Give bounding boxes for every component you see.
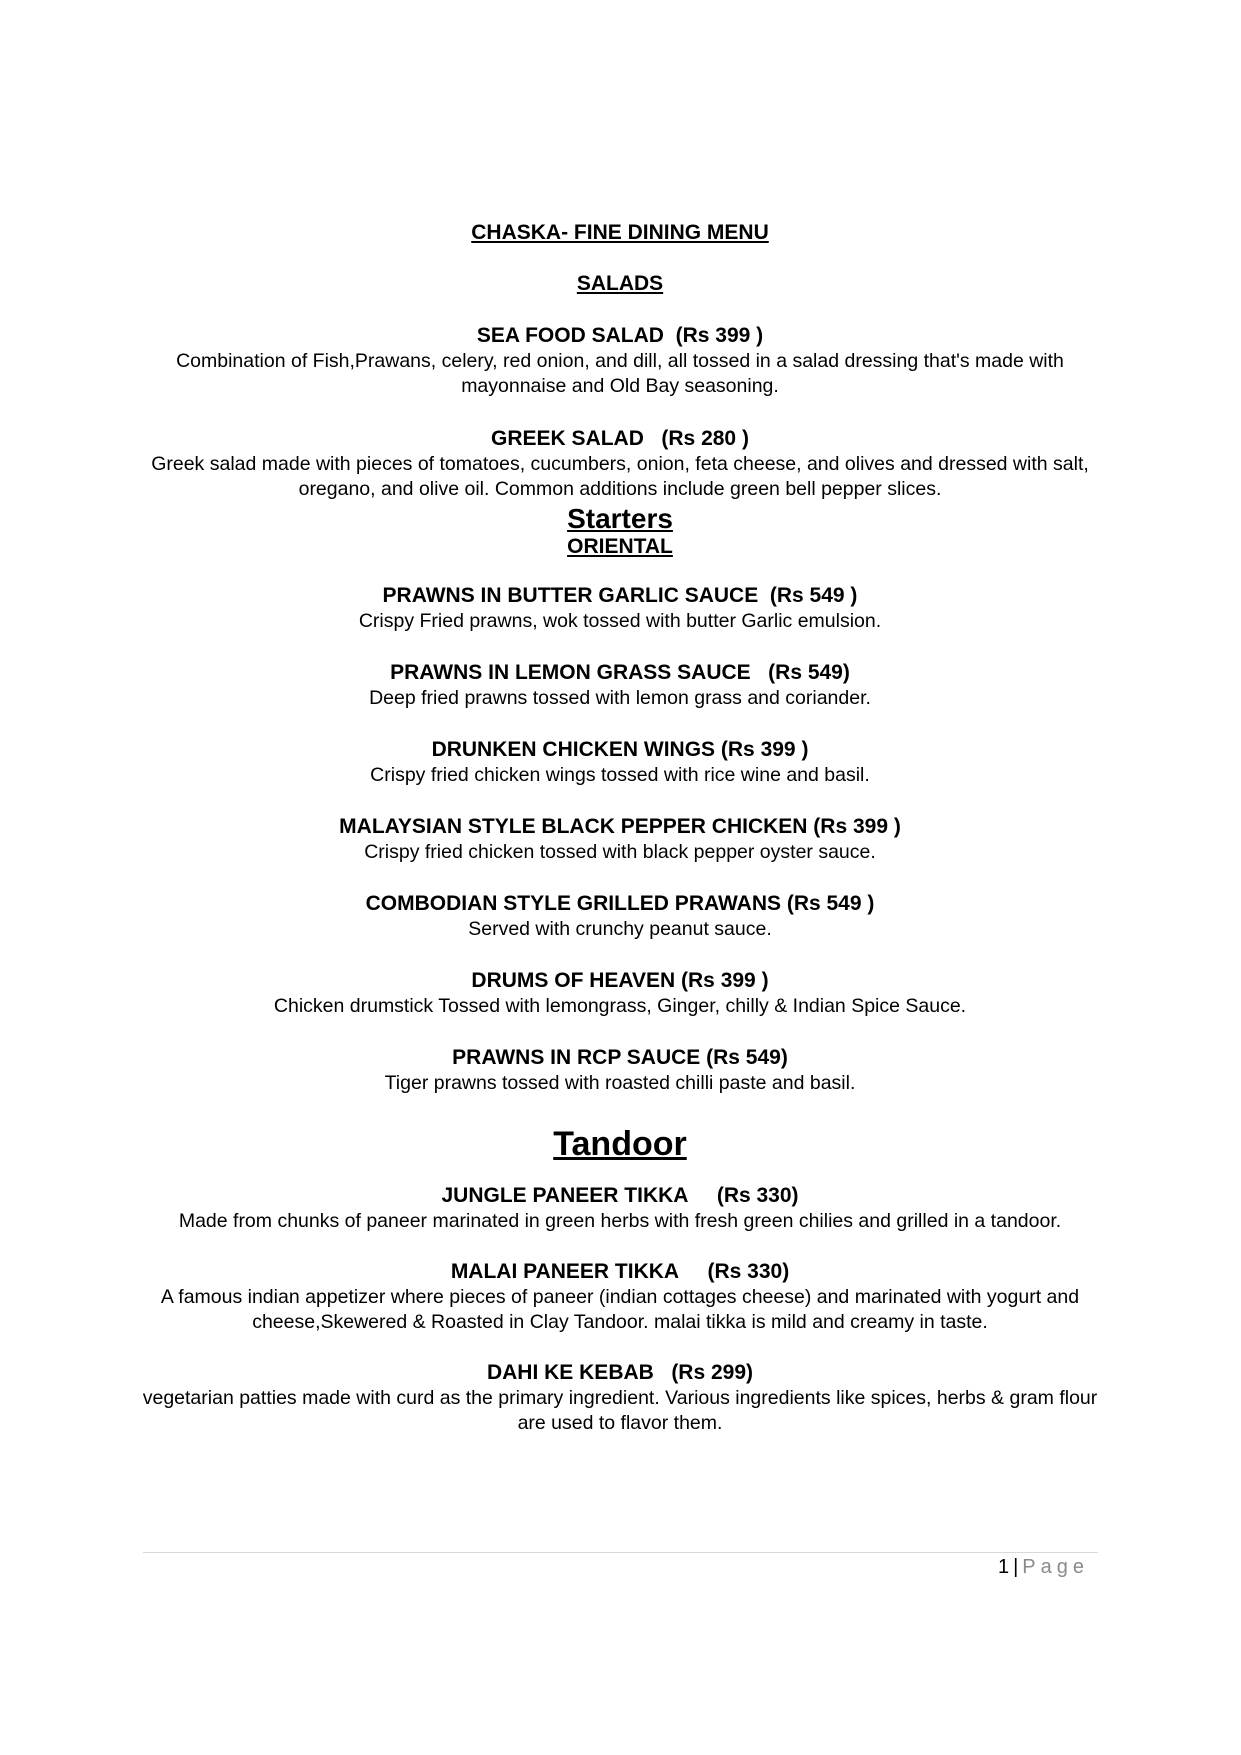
item-description: vegetarian patties made with curd as the primary ingredient. Various ingredients like spices, herbs & gram flour are used to flavor them. bbox=[142, 1387, 1098, 1434]
section-heading-salads: SALADS bbox=[576, 272, 664, 295]
menu-item bbox=[140, 426, 1100, 502]
item-description: Served with crunchy peanut sauce. bbox=[468, 918, 772, 940]
page-number: 1 bbox=[997, 1556, 1010, 1578]
menu-item bbox=[140, 583, 1100, 634]
item-description: Made from chunks of paneer marinated in green herbs with fresh green chilies and grilled in a tandoor. bbox=[178, 1210, 1062, 1232]
item-description: Combination of Fish,Prawans, celery, red onion, and dill, all tossed in a salad dressing that's made with mayonnaise and Old Bay seasoning. bbox=[176, 350, 1064, 397]
item-name: SEA FOOD SALAD (Rs 399 ) bbox=[476, 324, 764, 347]
item-description: A famous indian appetizer where pieces of paneer (indian cottages cheese) and marinated with yogurt and cheese,Skewered & Roasted in Clay Tandoor. malai tikka is mild and creamy in taste. bbox=[160, 1286, 1080, 1333]
item-name: DRUNKEN CHICKEN WINGS (Rs 399 ) bbox=[431, 738, 809, 761]
subsection-heading-oriental: ORIENTAL bbox=[567, 535, 673, 558]
item-name: GREEK SALAD (Rs 280 ) bbox=[491, 427, 749, 450]
item-description: Tiger prawns tossed with roasted chilli paste and basil. bbox=[384, 1072, 856, 1094]
menu-item bbox=[140, 891, 1100, 942]
item-name: PRAWNS IN RCP SAUCE (Rs 549) bbox=[452, 1046, 788, 1069]
menu-item bbox=[140, 1183, 1100, 1234]
item-name: MALAYSIAN STYLE BLACK PEPPER CHICKEN (Rs 399 ) bbox=[339, 815, 901, 838]
menu-title: CHASKA- FINE DINING MENU bbox=[471, 221, 769, 244]
menu-item bbox=[140, 1360, 1100, 1436]
item-name: PRAWNS IN BUTTER GARLIC SAUCE (Rs 549 ) bbox=[382, 584, 858, 607]
item-description: Crispy Fried prawns, wok tossed with butter Garlic emulsion. bbox=[358, 610, 882, 632]
item-name: DRUMS OF HEAVEN (Rs 399 ) bbox=[471, 969, 769, 992]
item-description: Crispy fried chicken tossed with black pepper oyster sauce. bbox=[364, 841, 876, 863]
menu-item bbox=[140, 737, 1100, 788]
item-description: Crispy fried chicken wings tossed with rice wine and basil. bbox=[370, 764, 870, 786]
item-description: Greek salad made with pieces of tomatoes, cucumbers, onion, feta cheese, and olives and dressed with salt, oregano, and olive oil. Common additions include green bell pepper slices. bbox=[151, 453, 1089, 500]
menu-item bbox=[140, 323, 1100, 399]
menu-item bbox=[140, 1045, 1100, 1096]
menu-item bbox=[140, 968, 1100, 1019]
item-name: MALAI PANEER TIKKA (Rs 330) bbox=[450, 1260, 790, 1283]
item-description: Deep fried prawns tossed with lemon grass and coriander. bbox=[369, 687, 871, 709]
item-name: DAHI KE KEBAB (Rs 299) bbox=[486, 1361, 754, 1384]
item-description: Chicken drumstick Tossed with lemongrass, Ginger, chilly & Indian Spice Sauce. bbox=[273, 995, 967, 1017]
page-label: Page bbox=[1022, 1556, 1089, 1578]
menu-item bbox=[140, 814, 1100, 865]
menu-item bbox=[140, 1259, 1100, 1335]
footer-separator: | bbox=[1013, 1556, 1019, 1578]
item-name: JUNGLE PANEER TIKKA (Rs 330) bbox=[441, 1184, 799, 1207]
page-footer bbox=[998, 1556, 1089, 1579]
menu-content bbox=[140, 218, 1100, 1436]
section-heading-tandoor: Tandoor bbox=[553, 1125, 687, 1163]
section-heading-starters: Starters bbox=[567, 503, 673, 534]
menu-item bbox=[140, 660, 1100, 711]
item-name: COMBODIAN STYLE GRILLED PRAWANS (Rs 549 ) bbox=[365, 892, 875, 915]
footer-divider bbox=[143, 1552, 1098, 1553]
item-name: PRAWNS IN LEMON GRASS SAUCE (Rs 549) bbox=[390, 661, 850, 684]
